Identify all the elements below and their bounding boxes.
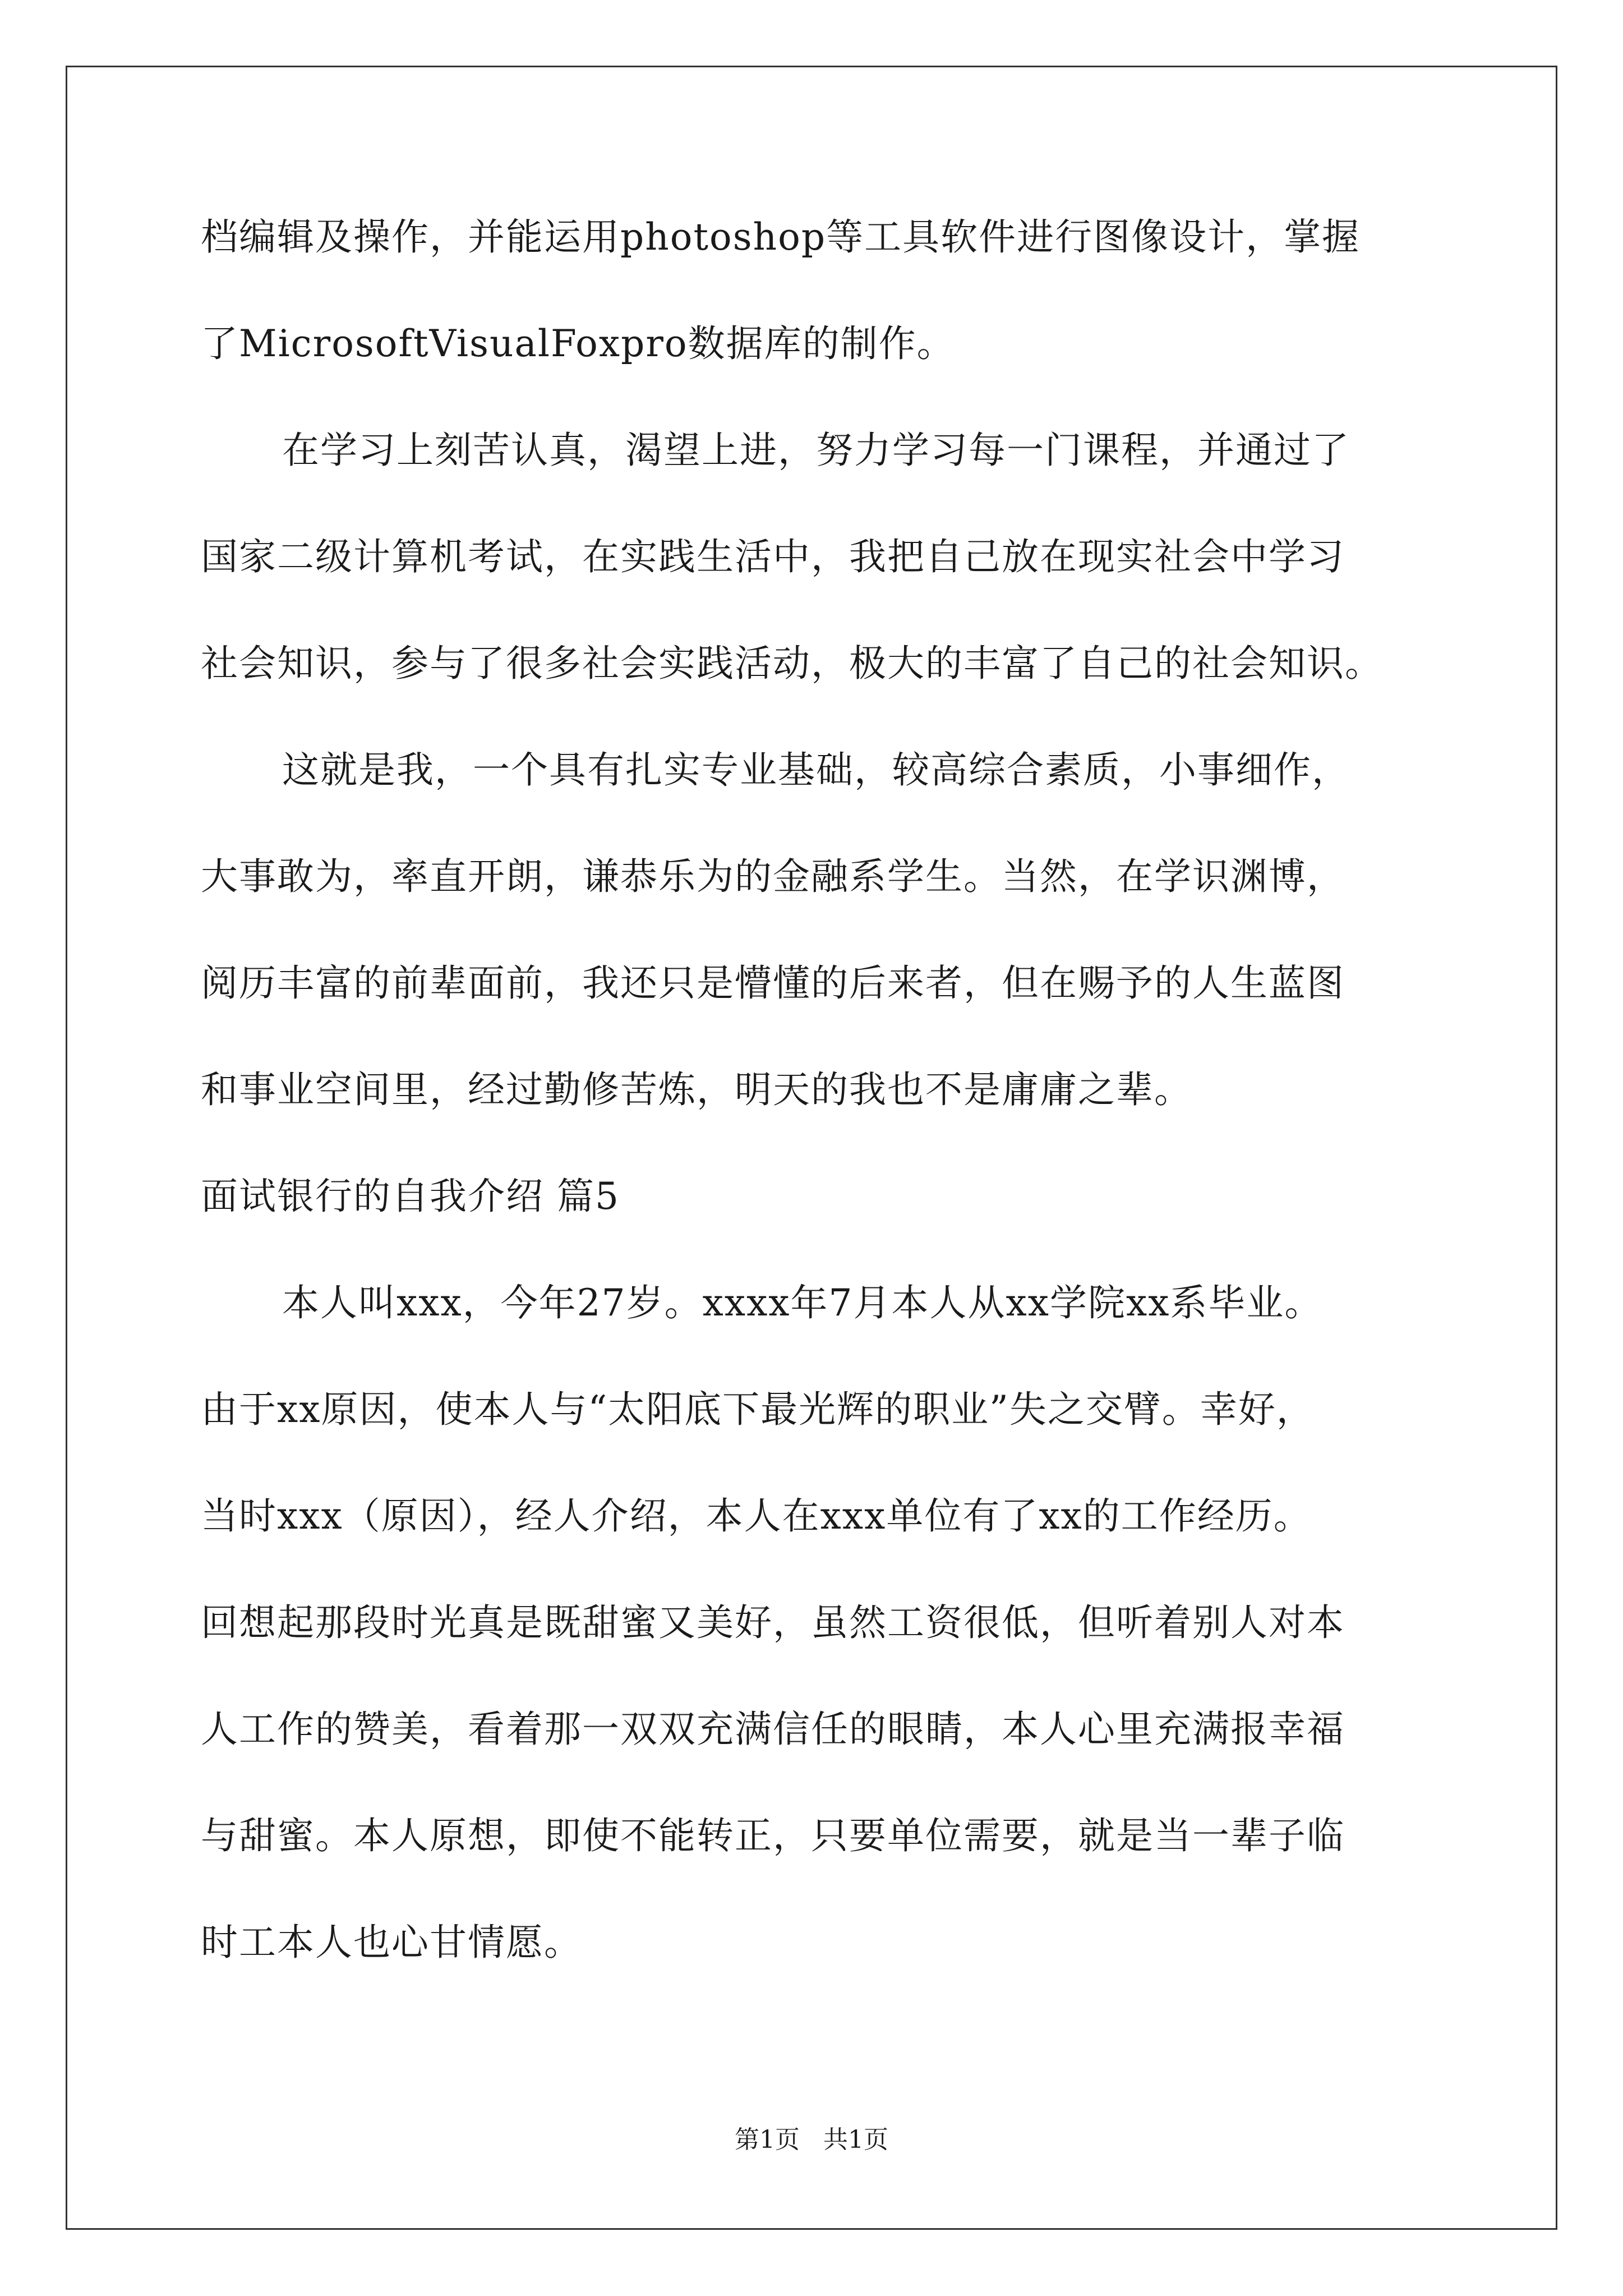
text-line: 大事敢为，率直开朗，谦恭乐为的金融系学生。当然，在学识渊博， — [201, 855, 1345, 898]
section-heading: 面试银行的自我介绍 篇5 — [201, 1175, 620, 1218]
text-line: 由于xx原因，使本人与“太阳底下最光辉的职业”失之交臂。幸好， — [201, 1388, 1315, 1431]
text-line: 社会知识，参与了很多社会实践活动，极大的丰富了自己的社会知识。 — [201, 642, 1383, 685]
document-body — [201, 215, 1435, 2031]
text-line: 档编辑及操作，并能运用photoshop等工具软件进行图像设计，掌握 — [201, 215, 1361, 259]
text-line: 与甜蜜。本人原想，即使不能转正，只要单位需要，就是当一辈子临 — [201, 1814, 1345, 1857]
text-line: 回想起那段时光真是既甜蜜又美好，虽然工资很低，但听着别人对本 — [201, 1601, 1345, 1644]
text-line: 当时xxx（原因），经人介绍，本人在xxx单位有了xx的工作经历。 — [201, 1494, 1312, 1538]
paragraph-start-line: 本人叫xxx，今年27岁。xxxx年7月本人从xx学院xx系毕业。 — [282, 1281, 1323, 1324]
paragraph-start-line: 在学习上刻苦认真，渴望上进，努力学习每一门课程，并通过了 — [282, 429, 1350, 472]
text-line: 了MicrosoftVisualFoxpro数据库的制作。 — [201, 322, 955, 365]
text-line: 和事业空间里，经过勤修苦炼，明天的我也不是庸庸之辈。 — [201, 1068, 1192, 1111]
text-line: 国家二级计算机考试，在实践生活中，我把自己放在现实社会中学习 — [201, 535, 1345, 578]
text-line: 阅历丰富的前辈面前，我还只是懵懂的后来者，但在赐予的人生蓝图 — [201, 961, 1345, 1005]
page-footer: 第1页 共1页 — [735, 2125, 888, 2154]
paragraph-start-line: 这就是我，一个具有扎实专业基础，较高综合素质，小事细作， — [282, 748, 1350, 792]
text-line: 时工本人也心甘情愿。 — [201, 1921, 582, 1964]
text-line: 人工作的赞美，看着那一双双充满信任的眼睛，本人心里充满报幸福 — [201, 1708, 1345, 1751]
